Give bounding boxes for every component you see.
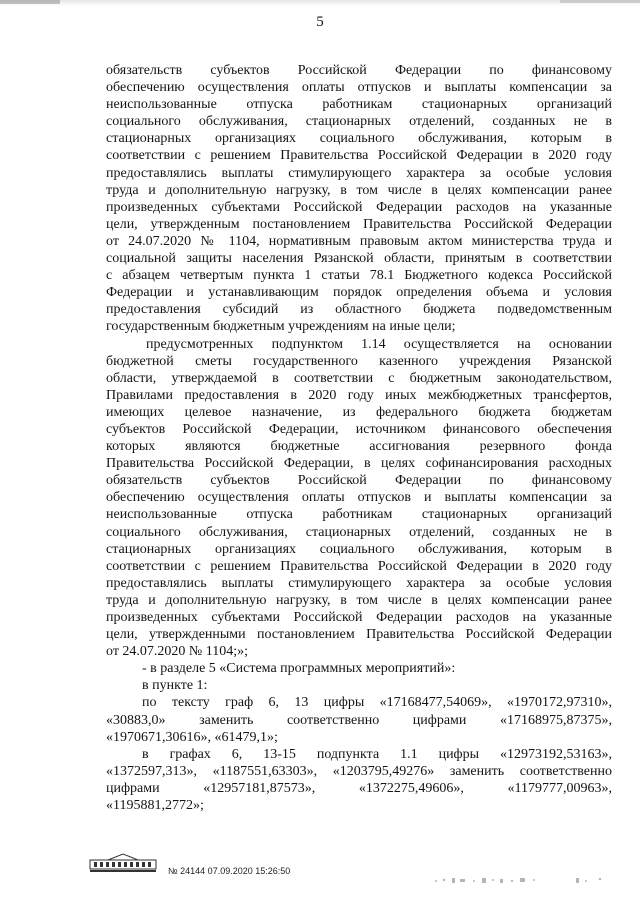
document-body xyxy=(106,62,612,814)
text-line: социального обслуживания, стационарных отделений, созданных не в xyxy=(106,114,612,130)
text-line: обязательств субъектов Российской Федерации по финансовому xyxy=(106,63,612,78)
text-line: предоставления субсидий из областного бюджета подведомственным xyxy=(106,302,612,318)
text-line: соответствии с решением Правительства Российской Федерации в 2020 году xyxy=(106,148,612,164)
text-line: произведенных субъектами Российской Федерации расходов на указанные xyxy=(106,199,612,215)
page-number: 5 xyxy=(316,14,324,30)
text-line: цели, утвержденными постановлением Правительства Российской Федерации xyxy=(106,627,612,643)
text-line: стационарных организациях социального обслуживания, которым в xyxy=(106,131,612,147)
text-line: «30883,0» заменить соответственно цифрами «17168975,87375», xyxy=(106,712,612,728)
text-line: от 24.07.2020 № 1104, нормативным правовым актом министерства труда и xyxy=(106,233,612,249)
text-line: цифрами «12957181,87573», «1372275,49606», «1179777,00963», xyxy=(106,780,612,796)
text-line: Правительства Российской Федерации, в целях софинансирования расходных xyxy=(106,456,612,472)
text-line: Правилами предоставления в 2020 году иных межбюджетных трансфертов, xyxy=(106,387,612,403)
text-line: неиспользованные отпуска работникам стационарных организаций xyxy=(106,97,612,113)
text-line: области, утверждаемой в соответствии с бюджетным законодательством, xyxy=(106,370,612,386)
text-line: предусмотренных подпунктом 1.14 осуществляется на основании xyxy=(146,336,612,352)
text-line: имеющих целевое назначение, из федерального бюджета бюджетам xyxy=(106,404,612,420)
text-line: - в разделе 5 «Система программных мероприятий»: xyxy=(142,661,456,677)
text-line: обязательств субъектов Российской Федерации по финансовому xyxy=(106,473,612,489)
text-line: в графах 6, 13-15 подпункта 1.1 цифры «12973192,53163», xyxy=(142,746,612,762)
text-line: Федерации и устанавливающим порядок определения объема и условия xyxy=(106,285,612,301)
text-line: социальной защиты населения Рязанской области, принятым в соответствии xyxy=(106,251,612,267)
text-line: цели, утвержденным постановлением Правительства Российской Федерации xyxy=(106,216,612,232)
scan-artifact-left xyxy=(0,0,60,4)
text-line: обеспечению осуществления оплаты отпусков и выплаты компенсации за xyxy=(106,80,612,96)
text-line: по тексту граф 6, 13 цифры «17168477,54069», «1970172,97310», xyxy=(142,695,612,711)
scan-edge xyxy=(0,0,640,6)
text-line: труда и дополнительную нагрузку, в том числе в целях компенсации ранее xyxy=(106,182,612,198)
scan-artifact-right xyxy=(560,0,640,3)
text-line: стационарных организациях социального обслуживания, которым в xyxy=(106,541,612,557)
text-line: труда и дополнительную нагрузку, в том числе в целях компенсации ранее xyxy=(106,592,612,608)
text-line: с абзацем четвертым пункта 1 статьи 78.1 Бюджетного кодекса Российской xyxy=(106,268,612,284)
text-line: от 24.07.2020 № 1104;»; xyxy=(106,644,249,660)
text-line: государственным бюджетным учреждениям на иные цели; xyxy=(106,319,456,335)
text-line: соответствии с решением Правительства Российской Федерации в 2020 году xyxy=(106,558,612,574)
text-line: предоставлялись выплаты стимулирующего характера за особые условия xyxy=(106,575,612,591)
text-line: предоставлялись выплаты стимулирующего характера за особые условия xyxy=(106,165,612,181)
text-line: «1970671,30616», «61479,1»; xyxy=(106,729,278,745)
text-line: произведенных субъектами Российской Федерации расходов на указанные xyxy=(106,610,612,625)
text-line: бюджетной сметы государственного казенного учреждения Рязанской xyxy=(106,353,612,369)
text-line: обеспечению осуществления оплаты отпусков и выплаты компенсации за xyxy=(106,490,612,506)
text-line: неиспользованные отпуска работникам стационарных организаций xyxy=(106,507,612,523)
text-line: «1372597,313», «1187551,63303», «1203795,49276» заменить соответственно xyxy=(106,763,612,779)
text-line: социального обслуживания, стационарных отделений, созданных не в xyxy=(106,524,612,540)
emblem-logo-icon xyxy=(88,852,158,874)
scan-noise xyxy=(430,872,610,888)
text-line: в пункте 1: xyxy=(142,678,208,694)
registration-stamp: № 24144 07.09.2020 15:26:50 xyxy=(168,866,291,876)
text-line: которых являются бюджетные ассигнования резервного фонда xyxy=(106,439,612,455)
text-line: «1195881,2772»; xyxy=(106,798,204,814)
text-line: субъектов Российской Федерации, источником финансового обеспечения xyxy=(106,421,612,437)
